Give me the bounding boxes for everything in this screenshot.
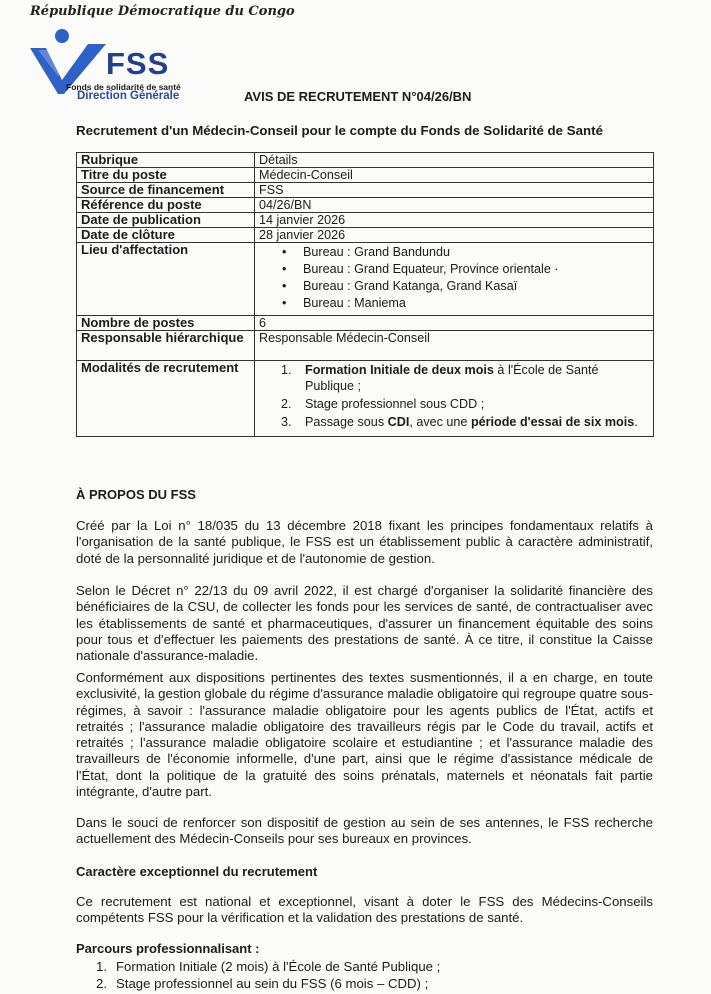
exceptionnel-paragraph: Ce recrutement est national et exceptionnel, visant à doter le FSS des Médecins-Conseils compétents FSS pour la vérification et la validation des prestations de santé. [76,894,653,926]
exceptionnel-title: Caractère exceptionnel du recrutement [76,864,318,879]
lieu-cell [255,243,654,316]
row-value: Médecin-Conseil [255,168,654,183]
item-number: 1. [96,959,107,974]
item-text: Stage professionnel au sein du FSS (6 mois – CDD) ; [116,976,429,991]
table-row [77,183,654,198]
republic-header: République Démocratique du Congo [30,4,295,19]
logo-subtitle: Fonds de solidarité de santé [66,82,181,92]
table-row-modalites [77,361,654,437]
table-row [77,316,654,331]
table-header-key: Rubrique [77,153,255,168]
row-key: Date de publication [77,213,255,228]
item-text: Formation Initiale (2 mois) à l'École de Santé Publique ; [116,959,441,974]
modalite-2: Stage professionnel sous CDD ; [305,397,485,411]
table-row [77,213,654,228]
about-paragraph-1: Créé par la Loi n° 18/035 du 13 décembre 2018 fixant les principes fondamentaux relatifs à l'organisation de la santé publique, le FSS est un établissement public à caractère administratif, doté de la personnalité juridique et de l'autonomie de gestion. [76,518,653,566]
direction-label: Direction Générale [77,90,180,102]
modalite-3-e: . [634,415,638,429]
parcours-list [76,958,440,992]
row-key: Responsable hiérarchique [77,331,255,361]
modalite-3-a: Passage sous [305,415,388,429]
row-key: Lieu d'affectation [77,243,255,316]
list-item [76,958,440,975]
row-key: Source de financement [77,183,255,198]
row-key: Date de clôture [77,228,255,243]
modalite-1-bold: Formation Initiale de deux mois [305,363,494,377]
list-item: 2. Stage professionnel sous CDD ; [281,397,485,411]
list-item: • Bureau : Grand Equateur, Province orientale · [279,261,649,278]
row-key: Référence du poste [77,198,255,213]
about-paragraph-3: Conformément aux dispositions pertinentes des textes susmentionnés, il a en charge, en toute exclusivité, la gestion globale du régime d'assurance maladie obligatoire qui regroupe quatre sous-régimes, à savoir : l'assurance maladie obligatoire pour les agents publics de l'État, actifs et retraités ; l'assurance maladie obligatoire des travailleurs régis par le Code du travail, actifs et retraités ; l'assurance maladie obligatoire scolaire et estudiantine ; et l'assurance maladie des travailleurs de l'économie informelle, d'une part, ainsi que le régime d'assistance médicale de l'État, dont la politique de la gratuité des soins prénatals, maternels et néonatals fait partie intégrante, d'autre part. [76,670,653,800]
about-paragraph-2: Selon le Décret n° 22/13 du 09 avril 2022, il est chargé d'organiser la solidarité financière des bénéficiaires de la CSU, de collecter les fonds pour les services de santé, de contractualiser avec les établissements de santé et pharmaceutiques, d'assurer un financement équitable des soins pour tous et d'effectuer les paiements des prestations de santé. À ce titre, il constitue la Caisse nationale d'assurance-maladie. [76,583,653,664]
row-key: Titre du poste [77,168,255,183]
table-row [77,228,654,243]
list-item: • Bureau : Maniema [279,295,649,312]
about-title: À PROPOS DU FSS [76,487,196,502]
row-value: 04/26/BN [255,198,654,213]
table-row [77,331,654,361]
list-item [76,975,440,992]
row-value: Responsable Médecin-Conseil [255,331,654,361]
list-item: 3. Passage sous CDI, avec une période d'essai de six mois. [281,415,638,429]
modalite-3-b: CDI [387,415,410,429]
row-value: 6 [255,316,654,331]
modalite-3-c: , avec une [409,415,471,429]
table-row-lieu [77,243,654,316]
table-row [77,168,654,183]
row-value: FSS [255,183,654,198]
modalites-cell [255,361,654,437]
table-header-value: Détails [255,153,654,168]
modalites-list [259,361,649,436]
list-item: • Bureau : Grand Bandundu [279,244,649,261]
row-value: 28 janvier 2026 [255,228,654,243]
avis-title: AVIS DE RECRUTEMENT N°04/26/BN [244,89,472,104]
list-item: 1. Formation Initiale de deux mois à l'École de Santé Publique ; [281,363,599,393]
document-subtitle: Recrutement d'un Médecin-Conseil pour le compte du Fonds de Solidarité de Santé [76,123,603,138]
row-key: Nombre de postes [77,316,255,331]
item-number: 2. [96,976,107,991]
modalite-3-d: période d'essai de six mois [470,415,635,429]
row-value: 14 janvier 2026 [255,213,654,228]
table-row [77,198,654,213]
parcours-title: Parcours professionnalisant : [76,941,260,956]
job-details-table [76,152,654,437]
logo-text: FSS [106,46,170,81]
table-header-row [77,153,654,168]
modalite-1-rest: à l'École de Santé Publique ; [305,363,599,393]
row-key: Modalités de recrutement [77,361,255,437]
about-paragraph-4: Dans le souci de renforcer son dispositif de gestion au sein de ses antennes, le FSS recherche actuellement des Médecin-Conseils pour ses bureaux en provinces. [76,815,653,847]
list-item: • Bureau : Grand Katanga, Grand Kasaï [279,278,649,295]
lieu-list [259,243,649,315]
